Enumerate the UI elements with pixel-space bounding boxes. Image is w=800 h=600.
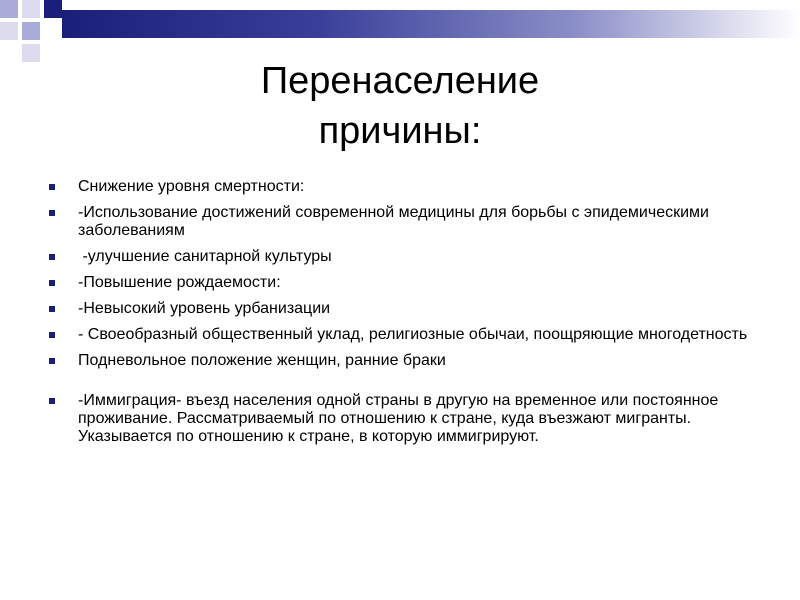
- bullet-item: [48, 352, 758, 370]
- bullet-item: [48, 274, 758, 292]
- bullet-text: Снижение уровня смертности:: [78, 178, 305, 195]
- square-bullet-icon: [49, 254, 55, 260]
- slide-title: [0, 56, 800, 156]
- bullet-item: [48, 392, 758, 446]
- bullet-item: [48, 326, 758, 344]
- square-bullet-icon: [49, 280, 55, 286]
- bullet-text: -Повышение рождаемости:: [78, 274, 281, 291]
- bullet-text: -Иммиграция- въезд населения одной страны в другую на временное или постоянное проживание. Рассматриваемый по отношению к стране, куда въезжают мигранты. Указывается по отношению к стране, в которую иммигрируют.: [78, 392, 719, 445]
- bullet-item: [48, 300, 758, 318]
- slide-title-line1: Перенаселение: [260, 60, 540, 102]
- square-bullet-icon: [49, 306, 55, 312]
- square-bullet-icon: [49, 210, 55, 216]
- square-bullet-icon: [49, 184, 55, 190]
- bullet-text: Подневольное положение женщин, ранние браки: [78, 352, 446, 369]
- decor-square: [44, 0, 62, 18]
- bullet-text: - Своеобразный общественный уклад, религиозные обычаи, поощряющие многодетность: [78, 326, 748, 343]
- bullet-text: -Использование достижений современной медицины для борьбы с эпидемическими заболеваниям: [78, 204, 709, 239]
- square-bullet-icon: [49, 332, 55, 338]
- slide-title-line2: причины:: [318, 110, 482, 152]
- header-gradient-bar: [62, 10, 800, 38]
- decor-square: [22, 22, 40, 40]
- decor-square: [22, 0, 40, 18]
- bullet-item: [48, 204, 758, 240]
- bullet-item: [48, 178, 758, 196]
- decor-square: [0, 22, 18, 40]
- square-bullet-icon: [49, 358, 55, 364]
- decor-square: [0, 0, 18, 18]
- bullet-text: -улучшение санитарной культуры: [78, 248, 332, 265]
- bullet-item: [48, 248, 758, 266]
- bullet-text: -Невысокий уровень урбанизации: [78, 300, 331, 317]
- square-bullet-icon: [49, 398, 55, 404]
- bullet-list: [48, 178, 758, 454]
